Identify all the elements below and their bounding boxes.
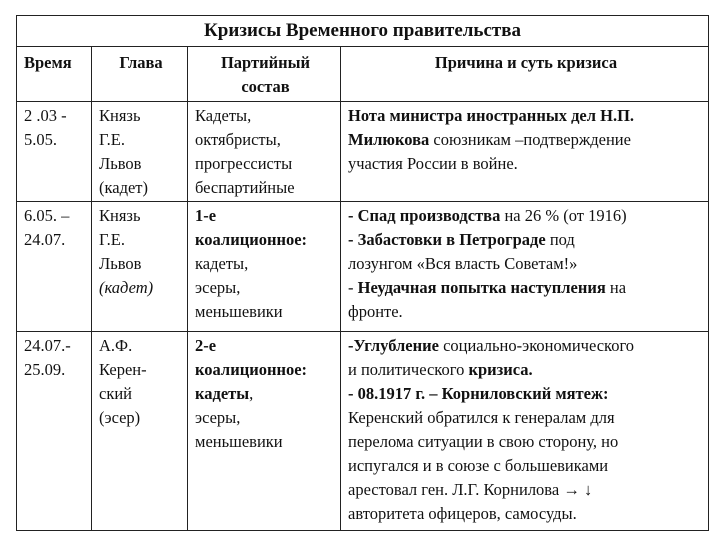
text-line <box>348 276 704 300</box>
text-segment: А.Ф. <box>99 336 133 355</box>
text-line <box>24 104 87 128</box>
text-line <box>99 104 183 128</box>
text-line <box>24 204 87 228</box>
text-segment: Неудачная попытка наступления <box>357 278 606 297</box>
text-line <box>348 128 704 152</box>
text-segment: - Спад производства <box>348 206 501 225</box>
text-line <box>99 276 183 300</box>
text-segment: эсеры, <box>195 408 241 427</box>
cell-party <box>188 202 341 332</box>
cell-cause <box>341 202 709 332</box>
header-time <box>17 47 92 102</box>
text-line <box>99 382 183 406</box>
text-line <box>348 252 704 276</box>
text-segment: - Забастовки в Петрограде <box>348 230 546 249</box>
text-segment: 24.07. <box>24 230 66 249</box>
text-line <box>195 176 336 200</box>
text-line <box>348 228 704 252</box>
cell-time <box>17 332 92 531</box>
header-head <box>92 47 188 102</box>
text-segment: и политического <box>348 360 469 379</box>
table-title: Кризисы Временного правительства <box>17 16 709 47</box>
cell-cause <box>341 332 709 531</box>
text-segment: кадеты <box>195 384 250 403</box>
text-segment: Нота министра иностранных дел Н.П. <box>348 106 635 125</box>
text-segment: -Углубление <box>348 336 439 355</box>
text-line <box>348 382 704 406</box>
text-segment: коалиционное: <box>195 360 308 379</box>
text-line <box>195 334 336 358</box>
text-segment: - <box>348 278 358 297</box>
text-segment: социально-экономического <box>438 336 635 355</box>
text-segment: коалиционное: <box>195 230 308 249</box>
text-segment: на <box>605 278 627 297</box>
cell-time <box>17 202 92 332</box>
text-segment: Г.Е. <box>99 230 126 249</box>
text-line <box>195 128 336 152</box>
text-segment: арестовал ген. Л.Г. Корнилова → ↓ <box>348 480 593 499</box>
header-text: Партийный <box>220 53 311 72</box>
text-line <box>99 176 183 200</box>
text-line <box>348 334 704 358</box>
table-row <box>17 332 709 531</box>
header-text: Глава <box>119 53 163 72</box>
text-line <box>99 358 183 382</box>
text-line <box>195 406 336 430</box>
text-segment: меньшевики <box>195 302 283 321</box>
text-segment: 2 .03 - <box>24 106 67 125</box>
cell-head <box>92 332 188 531</box>
text-segment: , <box>249 384 254 403</box>
title-row <box>17 16 709 47</box>
text-segment: лозунгом «Вся власть Советам!» <box>348 254 578 273</box>
text-segment: Кадеты, <box>195 106 252 125</box>
cell-cause <box>341 102 709 202</box>
text-segment: - 08.1917 г. – Корниловский мятеж: <box>348 384 609 403</box>
text-segment: ский <box>99 384 132 403</box>
text-segment: на 26 % (от 1916) <box>500 206 627 225</box>
text-segment: кризиса. <box>468 360 533 379</box>
text-line <box>99 128 183 152</box>
text-segment: беспартийные <box>195 178 295 197</box>
text-line <box>99 252 183 276</box>
text-segment: Львов <box>99 154 142 173</box>
text-line <box>24 358 87 382</box>
text-line <box>195 276 336 300</box>
text-line <box>24 128 87 152</box>
text-segment: Керенский обратился к генералам для <box>348 408 615 427</box>
header-text: состав <box>241 77 290 96</box>
header-cause <box>341 47 709 102</box>
text-segment: Львов <box>99 254 142 273</box>
text-line <box>348 454 704 478</box>
text-line <box>24 228 87 252</box>
text-line <box>195 204 336 228</box>
text-line <box>99 334 183 358</box>
text-segment: Князь <box>99 106 141 125</box>
text-line <box>195 228 336 252</box>
cell-party <box>188 332 341 531</box>
text-segment: 25.09. <box>24 360 66 379</box>
text-line <box>99 406 183 430</box>
text-line <box>195 252 336 276</box>
text-line <box>195 430 336 454</box>
header-text: Причина и суть кризиса <box>434 53 618 72</box>
text-segment: испугался и в союзе с большевиками <box>348 456 609 475</box>
table-row <box>17 202 709 332</box>
text-line <box>348 406 704 430</box>
text-segment: участия России в войне. <box>348 154 518 173</box>
table-row <box>17 102 709 202</box>
text-line <box>99 204 183 228</box>
cell-time <box>17 102 92 202</box>
text-line <box>195 152 336 176</box>
text-segment: Керен- <box>99 360 147 379</box>
text-line <box>99 228 183 252</box>
text-segment: Милюкова <box>348 130 430 149</box>
text-segment: Г.Е. <box>99 130 126 149</box>
text-segment: меньшевики <box>195 432 283 451</box>
text-line <box>348 358 704 382</box>
text-segment: прогрессисты <box>195 154 293 173</box>
text-segment: 5.05. <box>24 130 57 149</box>
text-segment: союзникам –подтверждение <box>429 130 631 149</box>
header-party <box>188 47 341 102</box>
text-line <box>24 334 87 358</box>
cell-head <box>92 102 188 202</box>
header-row <box>17 47 709 102</box>
cell-head <box>92 202 188 332</box>
cell-party <box>188 102 341 202</box>
text-segment: авторитета офицеров, самосуды. <box>348 504 577 523</box>
text-segment: (кадет) <box>99 278 154 297</box>
text-line <box>348 502 704 526</box>
text-line <box>348 478 704 502</box>
text-line <box>348 430 704 454</box>
text-segment: 2-е <box>195 336 217 355</box>
text-line <box>348 300 704 324</box>
text-line <box>348 204 704 228</box>
text-segment: кадеты, <box>195 254 249 273</box>
text-segment: 1-е <box>195 206 217 225</box>
text-segment: под <box>545 230 575 249</box>
text-segment: перелома ситуации в свою сторону, но <box>348 432 619 451</box>
crises-table <box>16 15 709 531</box>
text-line <box>348 104 704 128</box>
text-segment: (кадет) <box>99 178 149 197</box>
text-line <box>195 300 336 324</box>
text-segment: фронте. <box>348 302 403 321</box>
text-line <box>348 152 704 176</box>
text-segment: октябристы, <box>195 130 281 149</box>
text-line <box>195 104 336 128</box>
text-segment: эсеры, <box>195 278 241 297</box>
text-segment: (эсер) <box>99 408 141 427</box>
text-segment: 6.05. – <box>24 206 70 225</box>
text-line <box>195 358 336 382</box>
header-text: Время <box>24 53 72 72</box>
text-segment: 24.07.- <box>24 336 71 355</box>
text-line <box>99 152 183 176</box>
text-segment: Князь <box>99 206 141 225</box>
text-line <box>195 382 336 406</box>
